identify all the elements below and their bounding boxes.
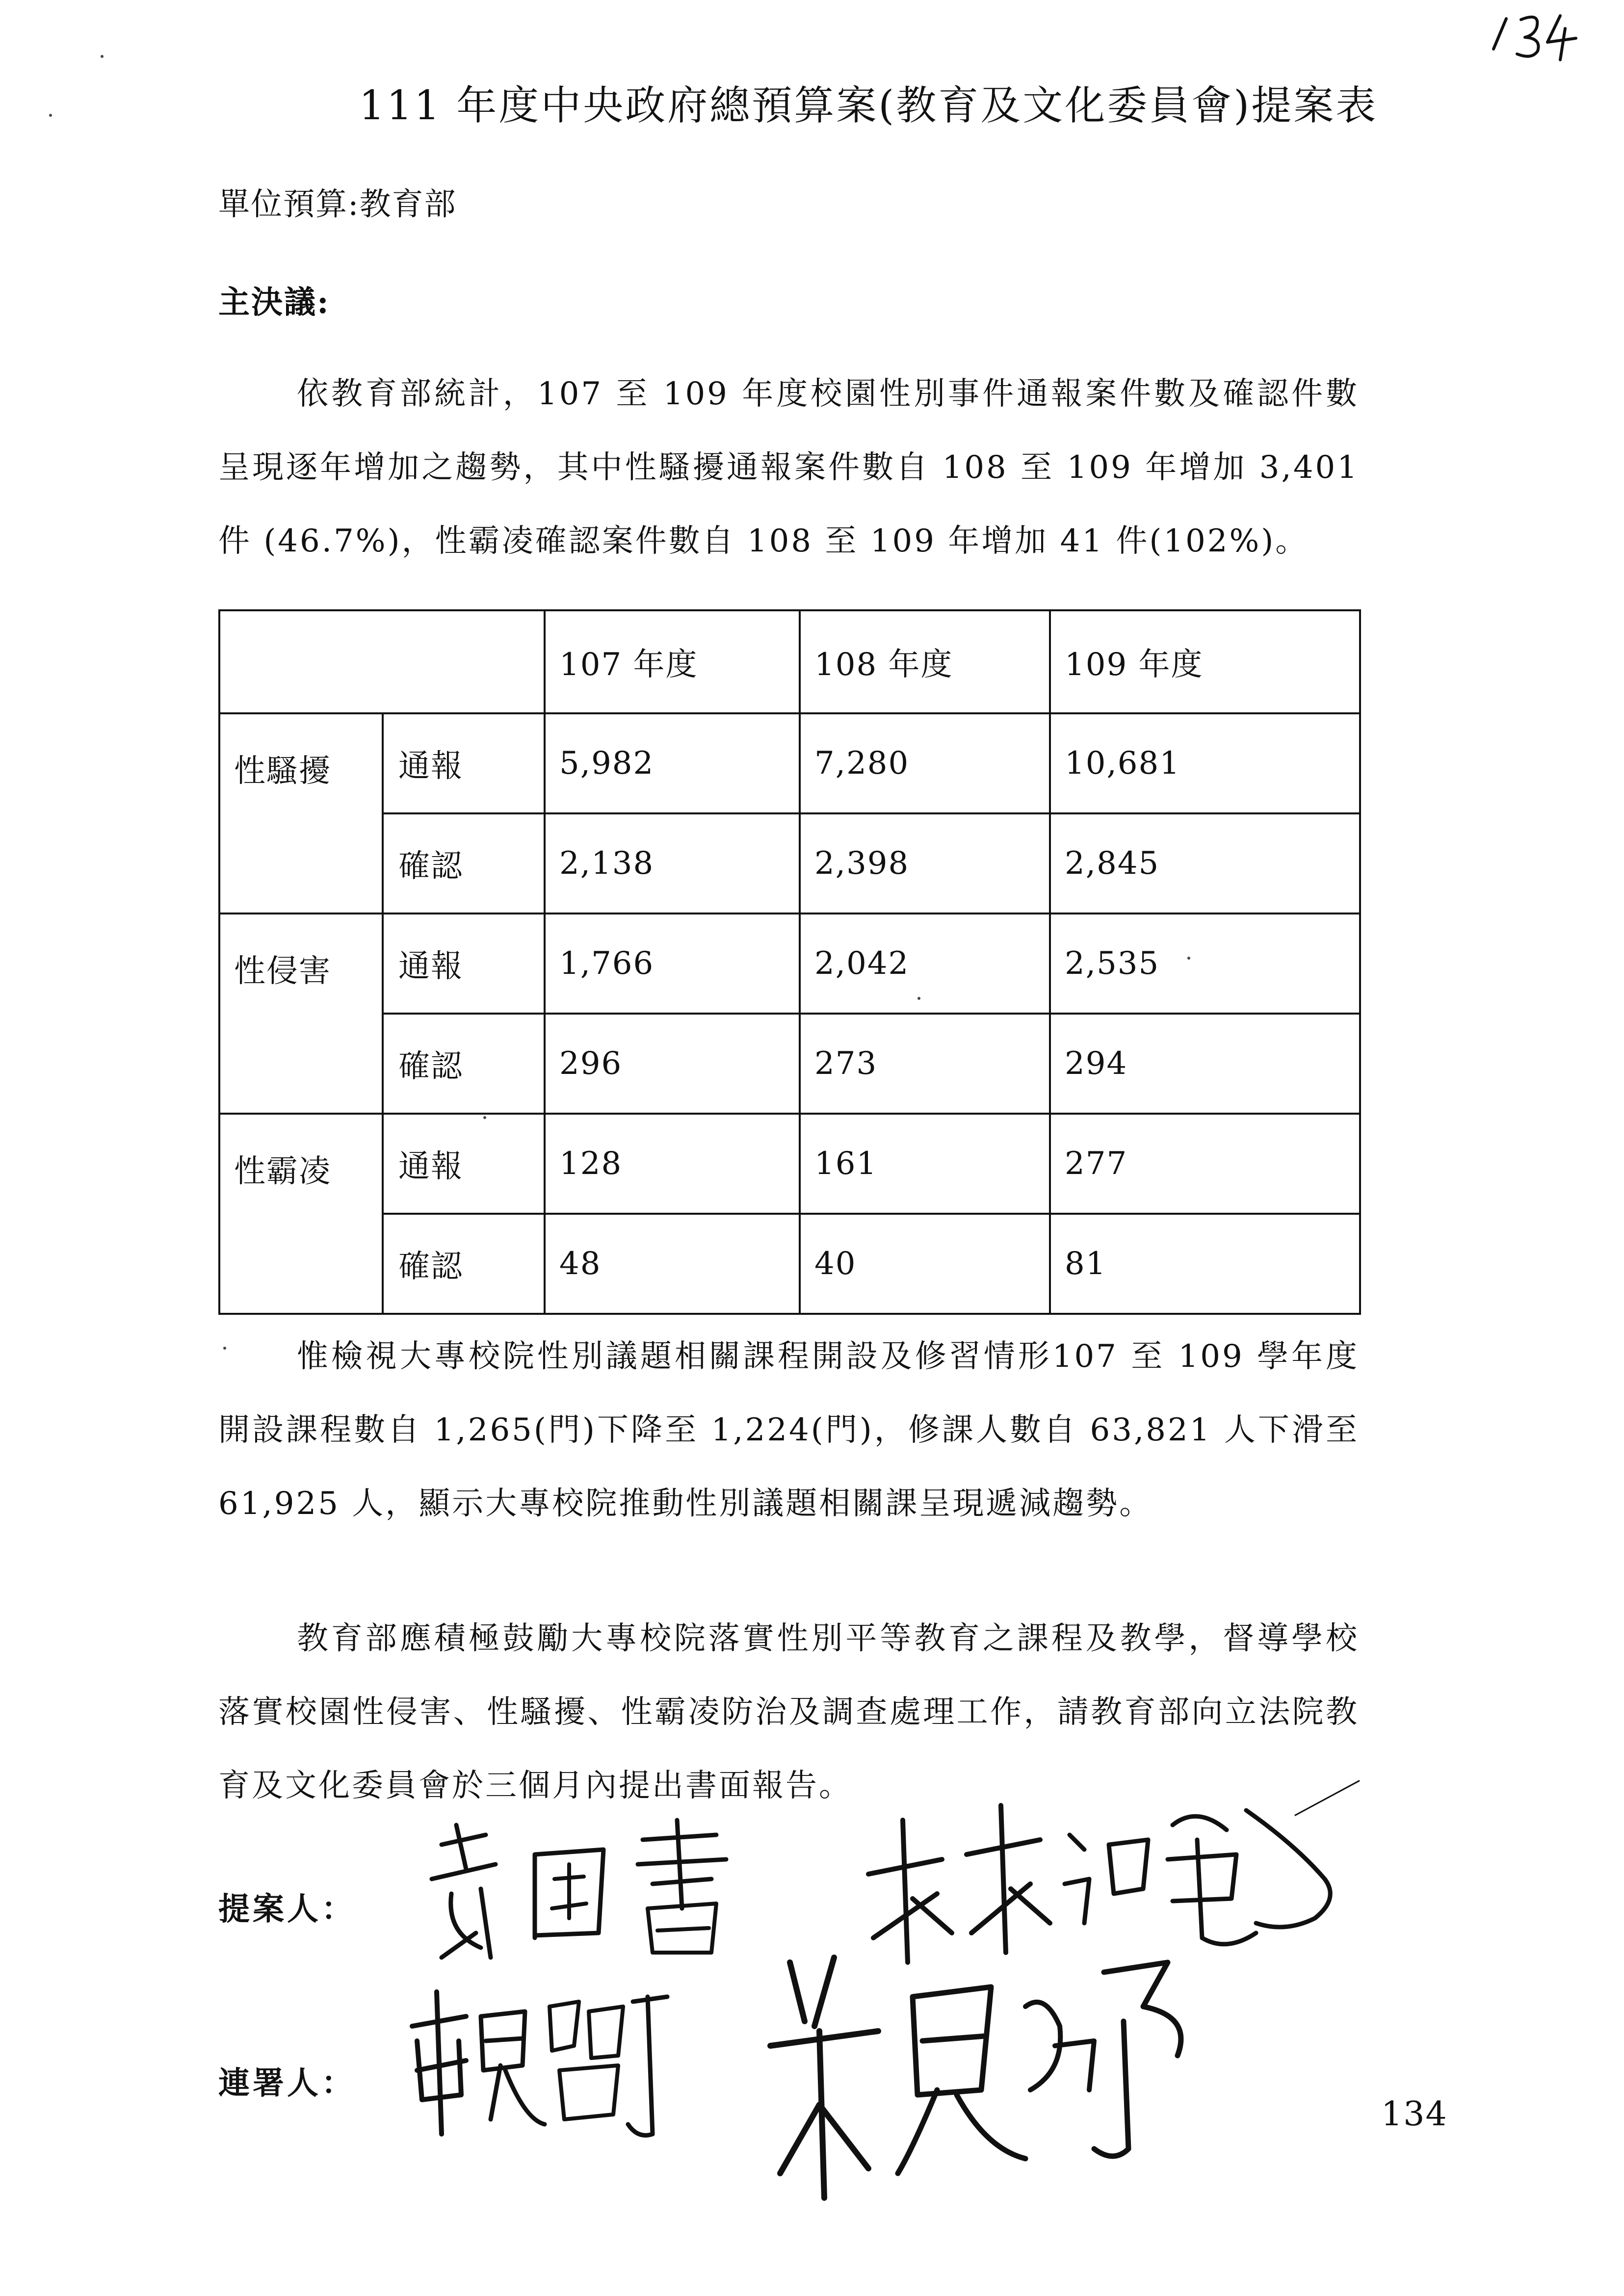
type-cell: 通報 bbox=[383, 913, 545, 1014]
value-cell: 128 bbox=[545, 1114, 800, 1214]
category-cell: 性霸凌 bbox=[219, 1114, 383, 1314]
value-cell: 2,138 bbox=[545, 813, 800, 913]
value-cell: 273 bbox=[800, 1014, 1050, 1114]
table-row bbox=[219, 813, 1360, 913]
incident-statistics-table bbox=[218, 609, 1361, 1315]
printed-page-number: 134 bbox=[1381, 2095, 1448, 2134]
page-title: 111 年度中央政府總預算案(教育及文化委員會)提案表 bbox=[359, 82, 1378, 129]
value-cell: 40 bbox=[800, 1214, 1050, 1314]
table-row bbox=[219, 913, 1360, 1014]
table-row bbox=[219, 1214, 1360, 1314]
type-cell: 通報 bbox=[383, 713, 545, 813]
table-row bbox=[219, 1114, 1360, 1214]
value-cell: 277 bbox=[1050, 1114, 1360, 1214]
value-cell: 2,398 bbox=[800, 813, 1050, 913]
scan-speck bbox=[917, 997, 920, 1000]
table-header-cell: 108 年度 bbox=[800, 610, 1050, 713]
paragraph-statistics: 依教育部統計，107 至 109 年度校園性別事件通報案件數及確認件數呈現逐年增加之趨勢，其中性騷擾通報案件數自 108 至 109 年增加 3,401 件 (46.7%)，性霸凌確認案件數自 108 至 109 年增加 41 件(102%)。 bbox=[218, 376, 1359, 559]
value-cell: 2,845 bbox=[1050, 813, 1360, 913]
value-cell: 7,280 bbox=[800, 713, 1050, 813]
scan-speck bbox=[483, 1116, 486, 1119]
type-cell: 確認 bbox=[383, 1014, 545, 1114]
value-cell: 2,042 bbox=[800, 913, 1050, 1014]
table-row bbox=[219, 1014, 1360, 1114]
type-cell: 確認 bbox=[383, 813, 545, 913]
value-cell: 10,681 bbox=[1050, 713, 1360, 813]
category-cell: 性騷擾 bbox=[219, 713, 383, 913]
scan-speck bbox=[1187, 957, 1190, 960]
scan-speck bbox=[101, 55, 104, 58]
table-header-blank bbox=[219, 610, 545, 713]
scan-speck bbox=[49, 114, 52, 117]
table-header-row bbox=[219, 610, 1360, 713]
value-cell: 81 bbox=[1050, 1214, 1360, 1314]
proposer-label: 提案人： bbox=[218, 1891, 356, 1928]
paragraph-courses: 惟檢視大專校院性別議題相關課程開設及修習情形107 至 109 學年度開設課程數自 1,265(門)下降至 1,224(門)，修課人數自 63,821 人下滑至 61,925 人，顯示大專校院推動性別議題相關課呈現遞減趨勢。 bbox=[218, 1338, 1359, 1522]
cosigner-label: 連署人： bbox=[218, 2065, 356, 2102]
type-cell: 確認 bbox=[383, 1214, 545, 1314]
value-cell: 2,535 bbox=[1050, 913, 1360, 1014]
table-header-cell: 107 年度 bbox=[545, 610, 800, 713]
value-cell: 1,766 bbox=[545, 913, 800, 1014]
handwritten-page-number bbox=[1487, 9, 1580, 63]
paragraph-request: 教育部應積極鼓勵大專校院落實性別平等教育之課程及教學，督導學校落實校園性侵害、性騷擾、性霸凌防治及調查處理工作，請教育部向立法院教育及文化委員會於三個月內提出書面報告。 bbox=[218, 1620, 1359, 1804]
value-cell: 161 bbox=[800, 1114, 1050, 1214]
value-cell: 5,982 bbox=[545, 713, 800, 813]
value-cell: 296 bbox=[545, 1014, 800, 1114]
cosigner-signature-2 bbox=[751, 1943, 1192, 2208]
category-cell: 性侵害 bbox=[219, 913, 383, 1114]
type-cell: 通報 bbox=[383, 1114, 545, 1214]
value-cell: 294 bbox=[1050, 1014, 1360, 1114]
table-row bbox=[219, 713, 1360, 813]
main-resolution-label: 主決議: bbox=[218, 284, 330, 321]
proposer-signature-1 bbox=[422, 1810, 775, 1967]
value-cell: 48 bbox=[545, 1214, 800, 1314]
table-header-cell: 109 年度 bbox=[1050, 610, 1360, 713]
unit-budget: 單位預算:教育部 bbox=[218, 186, 457, 223]
scan-speck bbox=[223, 1347, 226, 1350]
cosigner-signature-1 bbox=[402, 1972, 677, 2149]
